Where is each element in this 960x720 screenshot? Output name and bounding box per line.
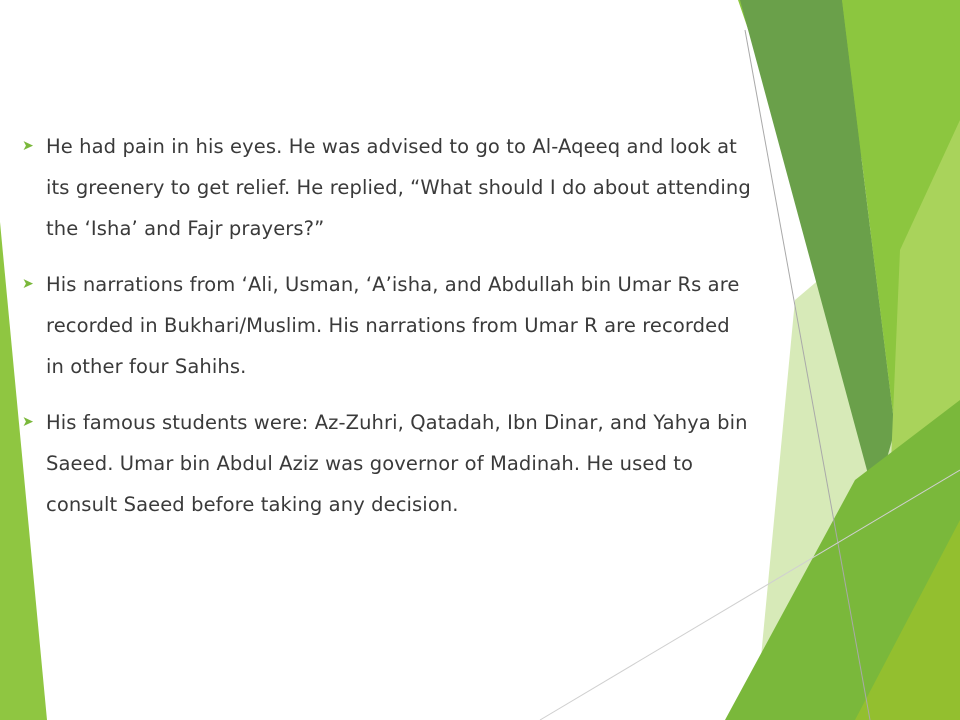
slide-content <box>22 126 752 540</box>
bullet-item <box>22 126 752 249</box>
arrowhead-bullet-icon: ➤ <box>22 414 34 430</box>
bullet-item <box>22 264 752 387</box>
bullet-text: He had pain in his eyes. He was advised to go to Al-Aqeeq and look at its greenery to get relief. He replied, “What should I do about attending the ‘Isha’ and Fajr prayers?” <box>46 135 751 240</box>
arrowhead-bullet-icon: ➤ <box>22 276 34 292</box>
arrowhead-bullet-icon: ➤ <box>22 138 34 154</box>
bullet-item <box>22 402 752 525</box>
bullet-text: His famous students were: Az-Zuhri, Qatadah, Ibn Dinar, and Yahya bin Saeed. Umar bin Abdul Aziz was governor of Madinah. He used to consult Saeed before taking any decision. <box>46 411 748 516</box>
bullet-text: His narrations from ‘Ali, Usman, ‘A’isha, and Abdullah bin Umar Rs are recorded in Bukhari/Muslim. His narrations from Umar R are recorded in other four Sahihs. <box>46 273 740 378</box>
